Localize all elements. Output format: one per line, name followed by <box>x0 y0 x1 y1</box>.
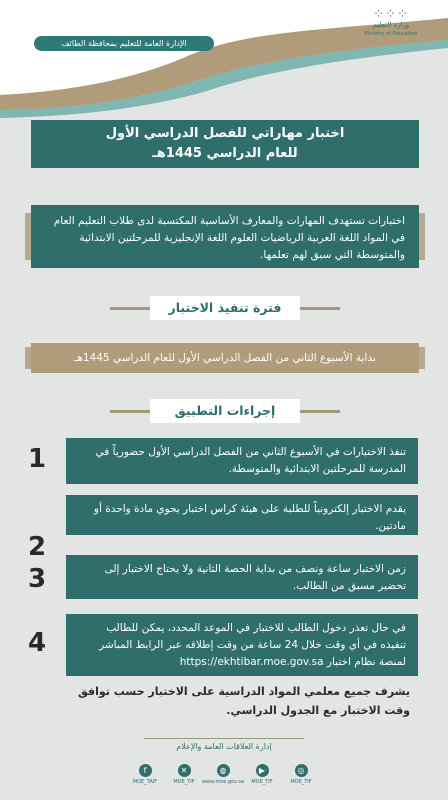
title-line-1: اختبار مهاراتي للفصل الدراسي الأول <box>105 126 345 141</box>
procedure-step: زمن الاختبار ساعة ونصف من بداية الحصة الثانية ولا يحتاج الاختبار إلى تحضير مسبق من الطالب. <box>66 555 418 599</box>
procedures-heading <box>150 399 300 423</box>
social-instagram[interactable] <box>286 764 316 792</box>
procedure-step <box>66 614 418 676</box>
ministry-logo <box>362 7 420 37</box>
social-handle: MOE_TAIF <box>132 779 158 785</box>
footer-department: إدارة العلاقات العامة والإعلام <box>176 742 272 751</box>
step-number: 1 <box>27 444 47 474</box>
step-number: 3 <box>27 564 47 594</box>
social-web[interactable] <box>201 764 245 792</box>
procedure-step: يقدم الاختبار إلكترونياً للطلبة على هيئة كراس اختبار يحوي مادة واحدة أو مادتين. <box>66 495 418 535</box>
department-pill: الإدارة العامة للتعليم بمحافظة الطائف <box>34 36 214 51</box>
social-handle: MOE_TIF <box>251 779 273 785</box>
step-number: 4 <box>27 628 47 658</box>
social-x[interactable] <box>169 764 199 792</box>
ministry-emblem-icon: ⁘⁘⁘ <box>373 7 409 22</box>
step-number: 2 <box>27 532 47 562</box>
ministry-sub-label: Ministry of Education <box>364 31 418 37</box>
procedure-step-text: في حال تعذر دخول الطالب للاختبار في الموعد المحدد، يمكن للطالب تنفيذه في أي وقت خلال 24 ساعة من وقت إطلاقه عبر الرابط المباشر لمنصة نظام اختبار <box>99 622 406 668</box>
procedures-heading-text: إجراءات التطبيق <box>174 403 276 418</box>
ekhtibar-link[interactable]: https://ekhtibar.moe.gov.sa <box>179 656 324 668</box>
social-links <box>130 764 316 792</box>
supervision-note: يشرف جميع معلمي المواد الدراسية على الاختبار حسب توافق وقت الاختبار مع الجدول الدراسي. <box>78 685 410 717</box>
social-facebook[interactable] <box>130 764 160 792</box>
test-goal-box: اختبارات تستهدف المهارات والمعارف الأساسية المكتسبة لدى طلاب التعليم العام في المواد اللغة العربية الرياضيات العلوم اللغة الإنجليزية للمرحلتين الابتدائية والمتوسطة التي سبق لهم تعلمها. <box>31 205 419 268</box>
web-icon: ◍ <box>217 764 230 777</box>
footer-divider <box>144 738 304 739</box>
ministry-label: وزارة التعليم <box>372 21 410 29</box>
social-handle: www.moe.gov.sa <box>201 779 245 785</box>
instagram-icon: ◎ <box>295 764 308 777</box>
title-line-2: للعام الدراسي 1445هـ <box>152 146 298 161</box>
social-handle: MOE_TIF <box>173 779 195 785</box>
social-youtube[interactable] <box>247 764 277 792</box>
facebook-icon: f <box>139 764 152 777</box>
page-title <box>31 120 419 168</box>
social-handle: MOE_TIF <box>290 779 312 785</box>
period-box: بداية الأسبوع الثاني من الفصل الدراسي الأول للعام الدراسي 1445هـ <box>31 343 419 373</box>
period-heading <box>150 296 300 320</box>
x-icon: ✕ <box>178 764 191 777</box>
procedure-step: تنفذ الاختبارات في الأسبوع الثاني من الفصل الدراسي الأول حضورياً في المدرسة للمرحلتين الابتدائية والمتوسطة. <box>66 438 418 484</box>
youtube-icon: ▶ <box>256 764 269 777</box>
period-heading-text: فترة تنفيذ الاختبار <box>168 300 282 315</box>
